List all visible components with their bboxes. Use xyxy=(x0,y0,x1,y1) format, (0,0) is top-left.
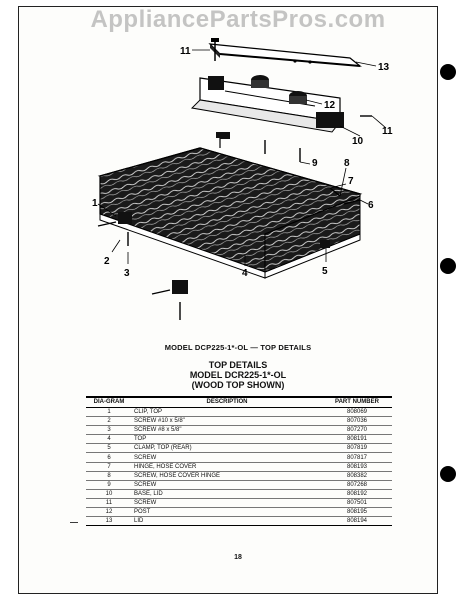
model-heading: MODEL DCR225-1*-OL xyxy=(189,370,287,380)
page-number: 18 xyxy=(234,554,242,561)
part-number: 808382 xyxy=(322,471,392,480)
part-description: CLIP, TOP xyxy=(132,408,322,417)
part-number: 807819 xyxy=(322,444,392,453)
section-heading: TOP DETAILS xyxy=(208,360,268,370)
callout-label: 1 xyxy=(92,198,98,209)
callout-label: 2 xyxy=(104,256,110,267)
diagram-number: 7 xyxy=(86,462,132,471)
part-number: 808193 xyxy=(322,462,392,471)
table-row xyxy=(86,471,392,480)
parts-table xyxy=(86,396,392,526)
diagram-number: 6 xyxy=(86,453,132,462)
callout-label: 5 xyxy=(322,266,328,277)
diagram-number: 5 xyxy=(86,444,132,453)
table-row xyxy=(86,453,392,462)
part-number: 807268 xyxy=(322,480,392,489)
table-row xyxy=(86,435,392,444)
diagram-caption: MODEL DCP225-1*-OL — TOP DETAILS xyxy=(164,343,312,352)
callout-label: 8 xyxy=(344,158,350,169)
part-number: 808192 xyxy=(322,489,392,498)
table-row xyxy=(86,417,392,426)
column-header-description: DESCRIPTION xyxy=(132,397,322,408)
part-number: 808195 xyxy=(322,508,392,517)
side-mark: — xyxy=(70,518,78,527)
diagram-number: 1 xyxy=(86,408,132,417)
part-description: SCREW #10 x 5/8" xyxy=(132,417,322,426)
callout-label: 11 xyxy=(180,46,191,57)
table-row xyxy=(86,462,392,471)
part-description: CLAMP, TOP (REAR) xyxy=(132,444,322,453)
diagram-number: 8 xyxy=(86,471,132,480)
callout-label: 13 xyxy=(378,62,390,73)
table-row xyxy=(86,498,392,507)
part-description: LID xyxy=(132,517,322,526)
part-description: SCREW, HOSE COVER HINGE xyxy=(132,471,322,480)
part-description: TOP xyxy=(132,435,322,444)
part-number: 808194 xyxy=(322,517,392,526)
callout-label: 11 xyxy=(382,126,393,137)
callout-label: 10 xyxy=(352,136,364,147)
diagram-number: 9 xyxy=(86,480,132,489)
binder-hole-middle xyxy=(440,258,456,274)
part-description: SCREW xyxy=(132,480,322,489)
column-header-part-number: PART NUMBER xyxy=(322,397,392,408)
table-row xyxy=(86,517,392,526)
part-description: SCREW xyxy=(132,498,322,507)
binder-hole-top xyxy=(440,64,456,80)
table-row xyxy=(86,489,392,498)
diagram-number: 4 xyxy=(86,435,132,444)
part-number: 807817 xyxy=(322,453,392,462)
callout-label: 4 xyxy=(242,268,248,279)
table-row xyxy=(86,408,392,417)
diagram-number: 3 xyxy=(86,426,132,435)
lid-part xyxy=(210,44,360,66)
shown-heading: (WOOD TOP SHOWN) xyxy=(191,380,285,390)
part-number: 808191 xyxy=(322,435,392,444)
table-row xyxy=(86,426,392,435)
binder-hole-bottom xyxy=(440,466,456,482)
part-number: 807501 xyxy=(322,498,392,507)
part-number: 807270 xyxy=(322,426,392,435)
exploded-view-diagram xyxy=(60,36,400,336)
callout-label: 3 xyxy=(124,268,130,279)
diagram-number: 13 xyxy=(86,517,132,526)
part-description: SCREW xyxy=(132,453,322,462)
callout-label: 12 xyxy=(324,100,336,111)
part-description: SCREW #8 x 5/8" xyxy=(132,426,322,435)
callout-label: 9 xyxy=(312,158,318,169)
part-number: 807036 xyxy=(322,417,392,426)
diagram-number: 11 xyxy=(86,498,132,507)
wood-top-part xyxy=(100,148,360,278)
table-row xyxy=(86,508,392,517)
watermark: AppliancePartsPros.com xyxy=(90,6,386,33)
part-number: 808069 xyxy=(322,408,392,417)
table-row xyxy=(86,480,392,489)
callout-label: 6 xyxy=(368,200,374,211)
column-header-diagram: DIA-GRAM xyxy=(86,397,132,408)
part-description: HINGE, HOSE COVER xyxy=(132,462,322,471)
part-description: BASE, LID xyxy=(132,489,322,498)
diagram-number: 10 xyxy=(86,489,132,498)
table-header-row xyxy=(86,397,392,408)
table-row xyxy=(86,444,392,453)
part-description: POST xyxy=(132,508,322,517)
diagram-number: 12 xyxy=(86,508,132,517)
callout-label: 7 xyxy=(348,176,354,187)
diagram-number: 2 xyxy=(86,417,132,426)
